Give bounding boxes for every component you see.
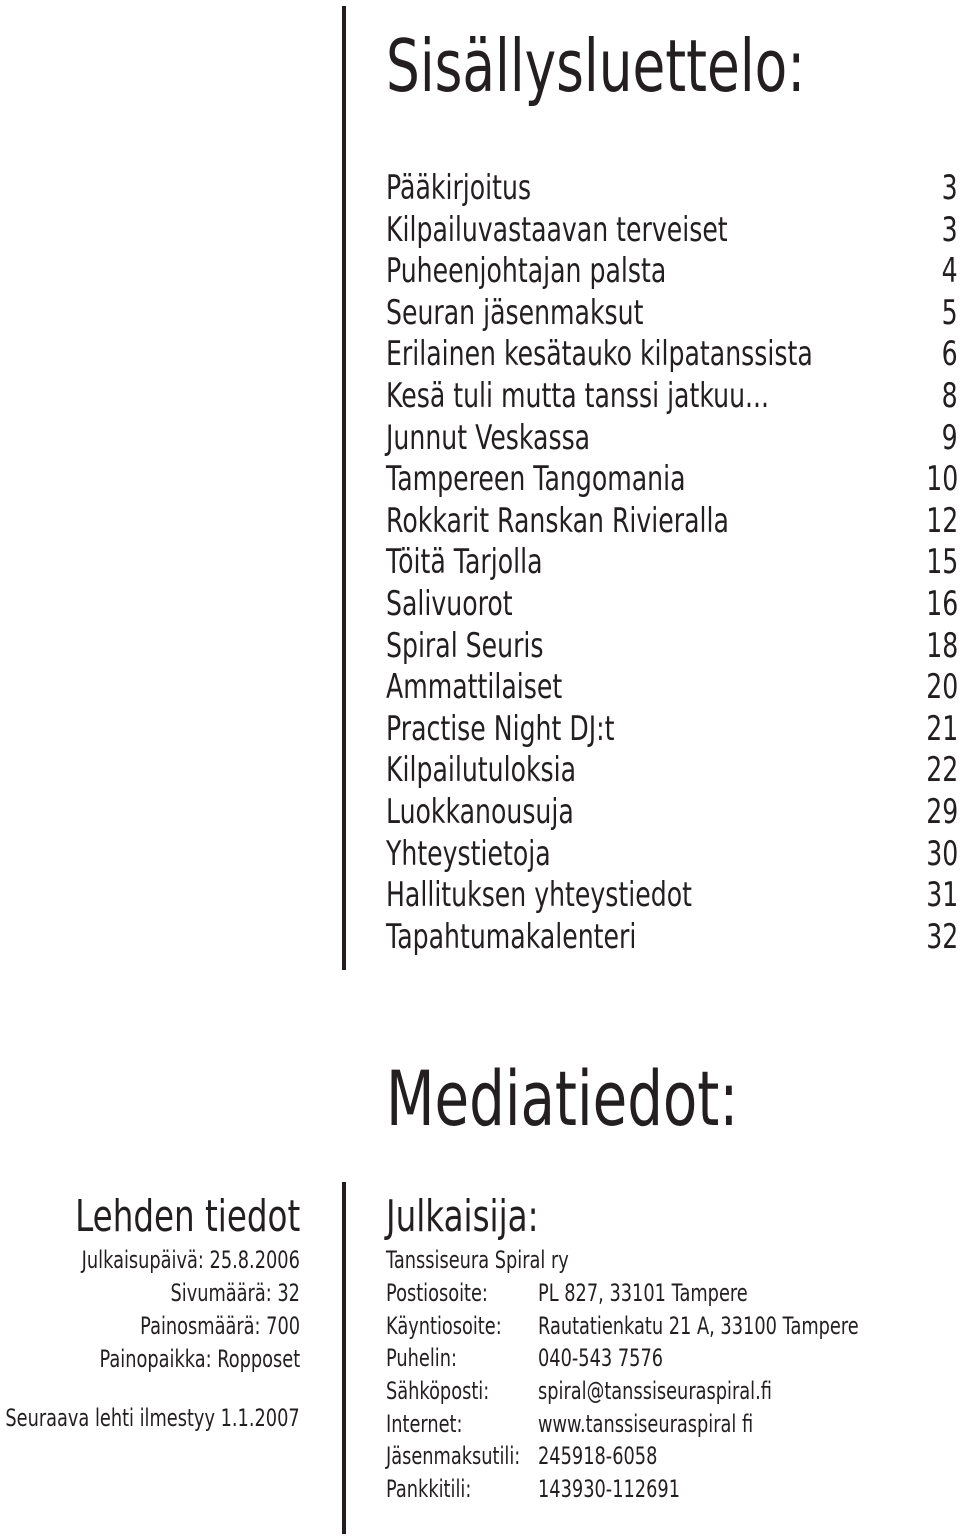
toc-entry — [386, 168, 958, 210]
issue-print-run — [0, 1310, 300, 1343]
toc-entry — [386, 210, 958, 252]
contact-row — [386, 1408, 946, 1441]
publisher-name-text: Tanssiseura Spiral ry — [386, 1246, 569, 1274]
toc-entry-label: Kesä tuli mutta tanssi jatkuu... — [386, 375, 770, 416]
toc-entry — [386, 626, 958, 668]
toc-entry-label: Salivuorot — [386, 583, 513, 624]
toc-entry — [386, 792, 958, 834]
toc-list — [386, 168, 958, 958]
issue-page-count — [0, 1277, 300, 1310]
publisher-info — [386, 1190, 946, 1506]
toc-entry — [386, 334, 958, 376]
issue-info — [0, 1190, 300, 1376]
toc-entry-page: 10 — [925, 459, 958, 500]
media-title-text: Mediatiedot: — [386, 1054, 739, 1143]
contact-value: 245918-6058 — [538, 1442, 658, 1471]
contact-value: spiral@tanssiseuraspiral.fi — [538, 1377, 772, 1406]
toc-entry — [386, 418, 958, 460]
contact-label: Internet: — [386, 1409, 463, 1438]
contact-label: Jäsenmaksutili: — [386, 1442, 521, 1471]
toc-entry — [386, 667, 958, 709]
contact-value: 143930-112691 — [538, 1475, 681, 1504]
issue-publish-date — [0, 1244, 300, 1277]
issue-line-text: Sivumäärä: 32 — [170, 1279, 300, 1307]
next-issue-text: Seuraava lehti ilmestyy 1.1.2007 — [5, 1404, 300, 1432]
issue-line-text: Painosmäärä: 700 — [140, 1312, 300, 1340]
issue-heading — [0, 1190, 300, 1244]
contact-label: Puhelin: — [386, 1344, 457, 1373]
toc-entry — [386, 501, 958, 543]
publisher-heading — [386, 1190, 946, 1244]
toc-entry-label: Practise Night DJ:t — [386, 708, 615, 749]
contact-value: PL 827, 33101 Tampere — [538, 1279, 748, 1307]
contact-row — [386, 1375, 946, 1408]
vertical-divider-top — [342, 6, 346, 970]
toc-entry-page: 3 — [941, 168, 958, 208]
toc-title-text: Sisällysluettelo: — [386, 24, 806, 108]
toc-entry — [386, 584, 958, 626]
toc-entry-label: Tapahtumakalenteri — [386, 916, 637, 957]
contact-value: Rautatienkatu 21 A, 33100 Tampere — [538, 1311, 859, 1340]
toc-entry-label: Kilpailutuloksia — [386, 750, 577, 791]
contact-value: 040-543 7576 — [538, 1344, 664, 1373]
toc-entry-page: 22 — [925, 750, 958, 791]
toc-entry — [386, 459, 958, 501]
contact-label: Käyntiosoite: — [386, 1311, 502, 1340]
toc-entry — [386, 293, 958, 335]
toc-entry-label: Ammattilaiset — [386, 667, 563, 708]
publisher-heading-text: Julkaisija: — [386, 1191, 539, 1242]
contact-label: Pankkitili: — [386, 1475, 472, 1504]
toc-entry-label: Hallituksen yhteystiedot — [386, 875, 692, 916]
toc-entry-label: Seuran jäsenmaksut — [386, 292, 644, 333]
toc-entry-page: 15 — [925, 542, 958, 583]
issue-line-text: Painopaikka: Ropposet — [99, 1345, 300, 1373]
toc-entry-page: 21 — [925, 708, 958, 749]
toc-entry-label: Spiral Seuris — [386, 625, 544, 666]
contact-row — [386, 1473, 946, 1506]
toc-entry — [386, 875, 958, 917]
vertical-divider-bottom — [342, 1182, 346, 1534]
toc-entry-page: 31 — [925, 875, 958, 916]
toc-entry-page: 5 — [941, 292, 958, 333]
contact-label: Postiosoite: — [386, 1279, 488, 1307]
toc-entry-label: Junnut Veskassa — [386, 417, 591, 458]
toc-entry — [386, 709, 958, 751]
contact-row — [386, 1277, 946, 1310]
contact-row — [386, 1440, 946, 1473]
contact-label: Sähköposti: — [386, 1377, 490, 1406]
toc-entry-page: 18 — [925, 625, 958, 666]
toc-entry-page: 20 — [925, 667, 958, 708]
toc-entry-label: Yhteystietoja — [386, 833, 551, 874]
toc-entry — [386, 917, 958, 959]
contact-row — [386, 1310, 946, 1343]
toc-entry — [386, 542, 958, 584]
contact-row — [386, 1342, 946, 1375]
toc-entry-page: 9 — [941, 417, 958, 458]
toc-entry-label: Tampereen Tangomania — [386, 459, 686, 500]
toc-entry-page: 30 — [925, 833, 958, 874]
publisher-name — [386, 1244, 946, 1277]
toc-title — [386, 24, 952, 108]
toc-entry-label: Rokkarit Ranskan Rivieralla — [386, 500, 729, 541]
toc-entry-label: Luokkanousuja — [386, 791, 574, 832]
toc-entry-label: Kilpailuvastaavan terveiset — [386, 209, 728, 250]
toc-entry-label: Pääkirjoitus — [386, 168, 532, 208]
contact-list — [386, 1277, 946, 1506]
toc-entry-page: 12 — [925, 500, 958, 541]
toc-entry-page: 4 — [941, 251, 958, 292]
contact-value: www.tanssiseuraspiral fi — [538, 1409, 754, 1438]
toc-entry-label: Erilainen kesätauko kilpatanssista — [386, 334, 813, 375]
toc-entry-page: 3 — [941, 209, 958, 250]
toc-entry — [386, 251, 958, 293]
toc-entry-page: 6 — [941, 334, 958, 375]
issue-line-text: Julkaisupäivä: 25.8.2006 — [81, 1246, 300, 1274]
toc-entry-page: 32 — [925, 916, 958, 957]
media-title — [386, 1054, 862, 1144]
next-issue-note — [0, 1402, 300, 1435]
toc-entry-page: 29 — [925, 791, 958, 832]
toc-entry-label: Töitä Tarjolla — [386, 542, 543, 583]
toc-entry-page: 8 — [941, 375, 958, 416]
issue-printer — [0, 1343, 300, 1376]
toc-entry — [386, 750, 958, 792]
toc-entry — [386, 834, 958, 876]
issue-heading-text: Lehden tiedot — [74, 1191, 300, 1242]
toc-entry-page: 16 — [925, 583, 958, 624]
toc-entry-label: Puheenjohtajan palsta — [386, 251, 667, 292]
toc-entry — [386, 376, 958, 418]
